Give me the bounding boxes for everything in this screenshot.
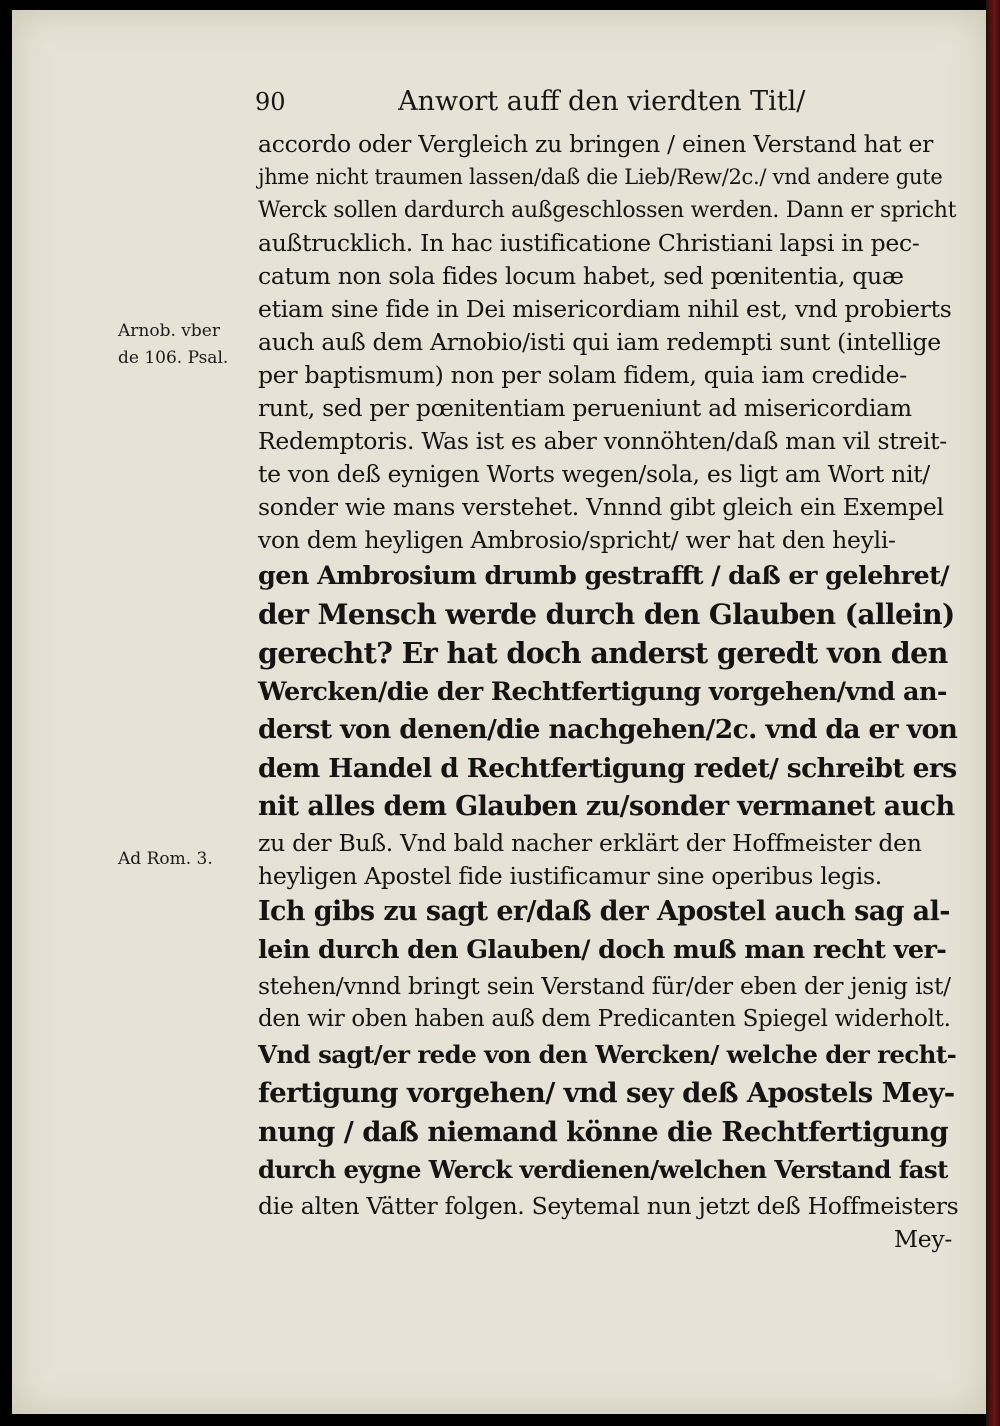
text-line: per baptismum) non per solam fidem, quia iam credide- — [258, 361, 907, 389]
page-header — [255, 86, 815, 117]
margin-note-line: Arnob. vber — [118, 321, 220, 341]
text-line: durch eygne Werck verdienen/welchen Verstand fast — [258, 1155, 948, 1184]
text-line: der Mensch werde durch den Glauben (allein) — [258, 597, 955, 631]
text-line: catum non sola fides locum habet, sed pœnitentia, quæ — [258, 262, 904, 290]
running-title: Anwort auff den vierdten Titl/ — [398, 86, 806, 117]
text-line: von dem heyligen Ambrosio/spricht/ wer hat den heyli- — [258, 526, 896, 554]
margin-note-line: Ad Rom. 3. — [118, 849, 213, 869]
text-line: Ich gibs zu sagt er/daß der Apostel auch sag al- — [258, 895, 950, 927]
text-line: gerecht? Er hat doch anderst geredt von den — [258, 636, 948, 670]
text-line: derst von denen/die nachgehen/2c. vnd da er von — [258, 714, 958, 745]
text-line: die alten Vätter folgen. Seytemal nun jetzt deß Hoffmeisters — [258, 1191, 959, 1220]
text-line: nung / daß niemand könne die Rechtfertigung — [258, 1115, 949, 1148]
margin-note-romans — [118, 846, 258, 873]
text-line: lein durch den Glauben/ doch muß man recht ver- — [258, 935, 947, 965]
text-line: heyligen Apostel fide iustificamur sine operibus legis. — [258, 861, 882, 890]
text-line: etiam sine fide in Dei misericordiam nihil est, vnd probierts — [258, 295, 952, 323]
page-number: 90 — [255, 88, 286, 116]
text-line: auch auß dem Arnobio/isti qui iam redempti sunt (intellige — [258, 328, 941, 356]
margin-note-arnobius — [118, 318, 258, 372]
text-line: te von deß eynigen Worts wegen/sola, es ligt am Wort nit/ — [258, 460, 930, 488]
text-line: Wercken/die der Rechtfertigung vorgehen/vnd an- — [258, 676, 947, 707]
text-line: gen Ambrosium drumb gestrafft / daß er gelehret/ — [258, 561, 949, 591]
catchword: Mey- — [894, 1224, 952, 1253]
text-line: fertigung vorgehen/ vnd sey deß Apostels Mey- — [258, 1077, 955, 1109]
text-line: sonder wie mans verstehet. Vnnnd gibt gleich ein Exempel — [258, 493, 944, 521]
text-line: Vnd sagt/er rede von den Wercken/ welche der recht- — [258, 1039, 957, 1069]
text-line: dem Handel d Rechtfertigung redet/ schreibt ers — [258, 752, 957, 784]
text-line: Redemptoris. Was ist es aber vonnöhten/daß man vil streit- — [258, 427, 947, 455]
margin-note-line: de 106. Psal. — [118, 348, 229, 368]
text-line: den wir oben haben auß dem Predicanten Spiegel widerholt. — [258, 1005, 951, 1032]
text-line: accordo oder Vergleich zu bringen / einen Verstand hat er — [258, 130, 934, 158]
body-text — [258, 128, 958, 1256]
text-line: Werck sollen dardurch außgeschlossen werden. Dann er spricht — [258, 198, 957, 223]
text-line: zu der Buß. Vnd bald nacher erklärt der Hoffmeister den — [258, 828, 922, 857]
text-line: stehen/vnnd bringt sein Verstand für/der eben der jenig ist/ — [258, 971, 951, 1000]
text-line: außtrucklich. In hac iustificatione Christiani lapsi in pec- — [258, 229, 920, 257]
text-line: jhme nicht traumen lassen/daß die Lieb/Rew/2c./ vnd andere gute — [258, 165, 943, 189]
text-line: runt, sed per pœnitentiam perueniunt ad misericordiam — [258, 394, 912, 422]
book-edge — [986, 0, 1000, 1426]
text-line: nit alles dem Glauben zu/sonder vermanet auch — [258, 791, 955, 822]
